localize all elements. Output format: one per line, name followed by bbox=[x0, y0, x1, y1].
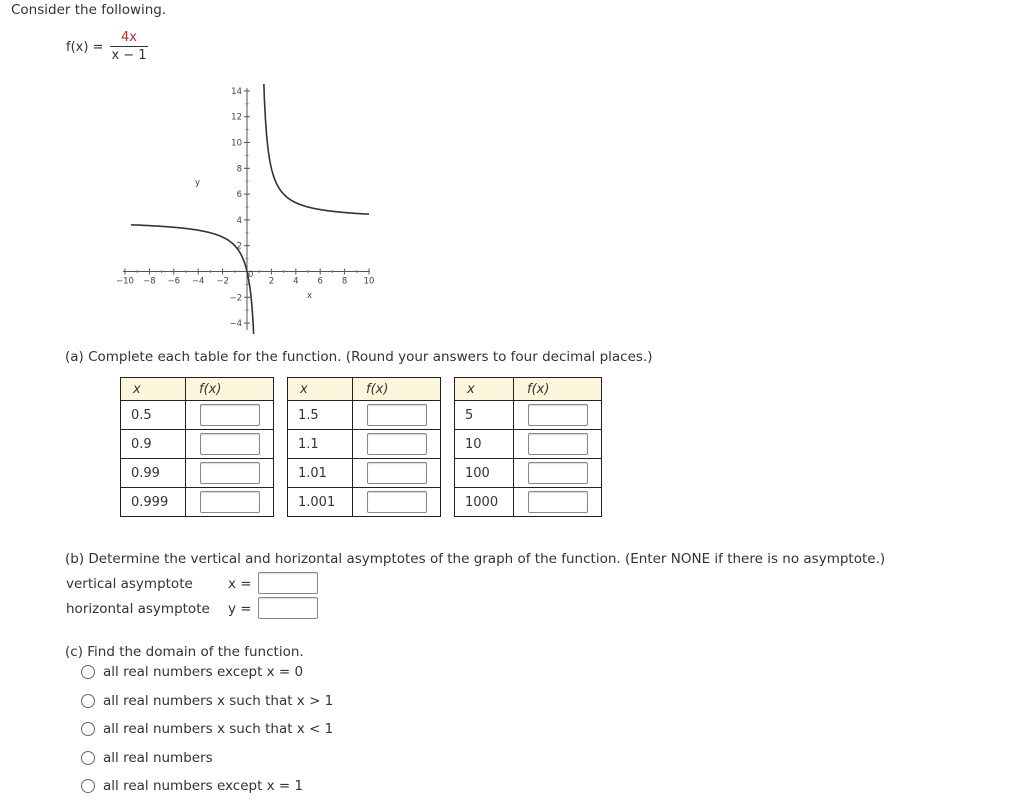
x-tick-label: −6 bbox=[167, 276, 181, 287]
function-denominator: x − 1 bbox=[111, 48, 147, 63]
x-value: 1.01 bbox=[288, 459, 353, 488]
fx-input[interactable] bbox=[528, 404, 588, 426]
radio-button[interactable] bbox=[81, 694, 95, 708]
y-tick-label: 8 bbox=[236, 164, 242, 175]
y-tick-label: 12 bbox=[231, 112, 242, 123]
domain-option-label: all real numbers except x = 1 bbox=[103, 778, 304, 794]
fx-input[interactable] bbox=[200, 491, 260, 513]
x-tick-label: −2 bbox=[216, 276, 229, 287]
x-value: 10 bbox=[455, 430, 514, 459]
table-row bbox=[288, 459, 441, 488]
col-x-header: x bbox=[455, 378, 514, 401]
x-tick-label: −10 bbox=[116, 276, 134, 287]
vertical-asymptote-input[interactable] bbox=[258, 572, 318, 594]
domain-option-label: all real numbers x such that x > 1 bbox=[103, 693, 334, 709]
table-row bbox=[121, 430, 274, 459]
vertical-asymptote-label: vertical asymptote bbox=[66, 576, 193, 592]
part-c-prompt: (c) Find the domain of the function. bbox=[65, 644, 304, 660]
domain-option-label: all real numbers bbox=[103, 750, 213, 766]
x-tick-label: −4 bbox=[191, 276, 205, 287]
part-a-prompt: (a) Complete each table for the function. (Round your answers to four decimal places.) bbox=[65, 349, 653, 365]
y-tick-label: 2 bbox=[236, 241, 242, 252]
col-fx-header: f(x) bbox=[514, 378, 602, 401]
x-axis-label: x bbox=[307, 291, 313, 301]
function-numerator: 4x bbox=[110, 30, 148, 47]
col-fx-header: f(x) bbox=[353, 378, 441, 401]
value-table-1 bbox=[120, 377, 274, 517]
horizontal-asymptote-eq: y = bbox=[228, 601, 252, 617]
domain-option[interactable] bbox=[81, 664, 303, 680]
y-tick-label: −2 bbox=[229, 293, 242, 304]
x-value: 1.1 bbox=[288, 430, 353, 459]
x-tick-label: −8 bbox=[143, 276, 156, 287]
radio-button[interactable] bbox=[81, 722, 95, 736]
x-value: 1.001 bbox=[288, 488, 353, 517]
fx-input[interactable] bbox=[528, 433, 588, 455]
table-row bbox=[455, 430, 602, 459]
domain-option-label: all real numbers x such that x < 1 bbox=[103, 721, 334, 737]
value-table-2 bbox=[287, 377, 441, 517]
fx-input[interactable] bbox=[367, 462, 427, 484]
domain-option[interactable] bbox=[81, 750, 213, 766]
table-row bbox=[121, 459, 274, 488]
horizontal-asymptote-input[interactable] bbox=[258, 597, 318, 619]
table-row bbox=[455, 401, 602, 430]
table-row bbox=[288, 401, 441, 430]
y-tick-label: 4 bbox=[236, 215, 242, 226]
fx-input[interactable] bbox=[200, 404, 260, 426]
domain-option-label: all real numbers except x = 0 bbox=[103, 664, 304, 680]
function-label: f(x) = bbox=[66, 40, 104, 55]
domain-option[interactable] bbox=[81, 721, 333, 737]
x-value: 0.99 bbox=[121, 459, 186, 488]
x-value: 1.5 bbox=[288, 401, 353, 430]
table-row bbox=[121, 401, 274, 430]
col-fx-header: f(x) bbox=[186, 378, 274, 401]
x-value: 0.999 bbox=[121, 488, 186, 517]
table-row bbox=[455, 459, 602, 488]
fx-input[interactable] bbox=[367, 433, 427, 455]
x-value: 0.9 bbox=[121, 430, 186, 459]
fx-input[interactable] bbox=[367, 491, 427, 513]
col-x-header: x bbox=[121, 378, 186, 401]
table-row bbox=[288, 430, 441, 459]
fx-input[interactable] bbox=[528, 491, 588, 513]
radio-button[interactable] bbox=[81, 779, 95, 793]
radio-button[interactable] bbox=[81, 751, 95, 765]
y-tick-label: −4 bbox=[229, 319, 242, 330]
horizontal-asymptote-label: horizontal asymptote bbox=[66, 601, 210, 617]
x-tick-label: 10 bbox=[363, 276, 375, 287]
x-value: 0.5 bbox=[121, 401, 186, 430]
table-row bbox=[455, 488, 602, 517]
origin-label: 0 bbox=[248, 270, 254, 280]
curve-right-branch bbox=[263, 84, 370, 214]
y-tick-label: 10 bbox=[231, 138, 242, 149]
function-fraction bbox=[110, 30, 148, 63]
x-tick-label: 6 bbox=[317, 276, 323, 287]
radio-button[interactable] bbox=[81, 665, 95, 679]
y-tick-label: 6 bbox=[236, 190, 242, 201]
part-b-prompt: (b) Determine the vertical and horizontal asymptotes of the graph of the function. (Enter NONE if there is no asymptote.) bbox=[65, 551, 886, 567]
vertical-asymptote-eq: x = bbox=[228, 576, 252, 592]
domain-option[interactable] bbox=[81, 693, 333, 709]
table-row bbox=[288, 488, 441, 517]
x-value: 1000 bbox=[455, 488, 514, 517]
domain-option[interactable] bbox=[81, 778, 303, 794]
x-tick-label: 2 bbox=[268, 276, 275, 287]
x-value: 5 bbox=[455, 401, 514, 430]
x-tick-label: 8 bbox=[341, 276, 348, 287]
fx-input[interactable] bbox=[528, 462, 588, 484]
y-tick-label: 14 bbox=[231, 86, 242, 97]
table-row bbox=[121, 488, 274, 517]
fx-input[interactable] bbox=[200, 462, 260, 484]
x-tick-label: 4 bbox=[293, 276, 299, 287]
x-value: 100 bbox=[455, 459, 514, 488]
fx-input[interactable] bbox=[367, 404, 427, 426]
intro-text: Consider the following. bbox=[11, 2, 167, 18]
value-table-3 bbox=[454, 377, 602, 517]
fx-input[interactable] bbox=[200, 433, 260, 455]
y-axis-label: y bbox=[195, 178, 201, 188]
function-graph bbox=[115, 84, 390, 334]
col-x-header: x bbox=[288, 378, 353, 401]
